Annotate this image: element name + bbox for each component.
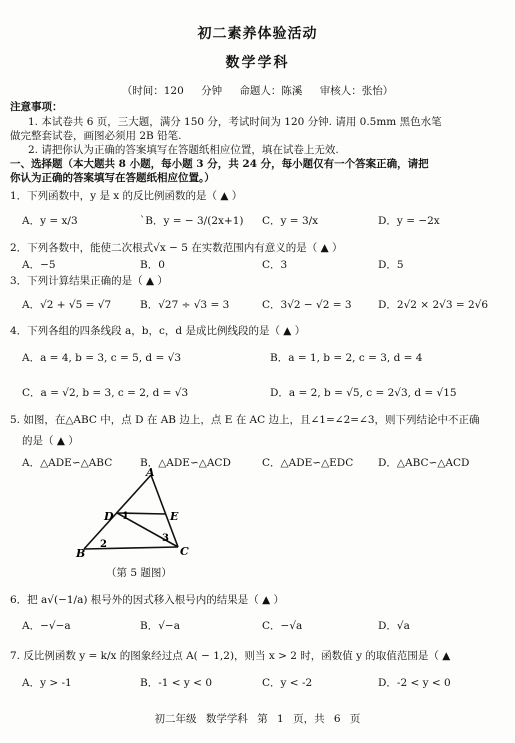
question-7-option-a: A．y > -1 <box>22 677 72 689</box>
question-4-option-c: C．a = √2, b = 3, c = 2, d = √3 <box>22 387 189 399</box>
question-6-option-a: A．−√−a <box>22 620 71 632</box>
label-c: C <box>180 545 189 558</box>
question-5-figure-caption: （第 5 题图） <box>106 567 172 579</box>
section-heading-line-1: 一、选择题（本大题共 8 小题，每小题 3 分，共 24 分，每小题仅有一个答案正确，请把 <box>10 158 429 170</box>
question-3-option-c: C．3√2 − √2 = 3 <box>262 299 352 311</box>
label-e: E <box>170 510 179 523</box>
question-5-option-b: B．△ADE∽△ACD <box>140 457 231 469</box>
question-2-option-d: D．5 <box>378 259 404 271</box>
question-1-option-a: A．y = x/3 <box>22 215 78 227</box>
question-4-option-a: A．a = 4, b = 3, c = 5, d = √3 <box>22 352 181 364</box>
question-5-figure <box>70 466 210 561</box>
question-7-option-b: B．-1 < y < 0 <box>140 677 213 689</box>
side-ab <box>84 475 151 549</box>
question-1-stem: 1．下列函数中，y 是 x 的反比例函数的是（ ▲ ） <box>10 190 243 202</box>
question-5-option-c: C．△ADE∽△EDC <box>262 457 354 469</box>
label-b: B <box>76 547 86 560</box>
label-d: D <box>104 510 114 523</box>
angle-label-1: 1 <box>122 511 129 522</box>
question-4-stem: 4．下列各组的四条线段 a，b，c，d 是成比例线段的是（ ▲ ） <box>10 325 306 337</box>
question-2-option-a: A．−5 <box>22 259 56 271</box>
exam-title: 初二素养体验活动 <box>197 26 318 42</box>
question-3-option-a: A．√2 + √5 = √7 <box>22 299 112 311</box>
question-1-option-d: D．y = −2x <box>378 215 440 227</box>
question-2-stem: 2．下列各数中，能使二次根式√x − 5 在实数范围内有意义的是（ ▲ ） <box>10 242 343 254</box>
question-3-option-d: D．2√2 × 2√3 = 2√6 <box>378 299 489 311</box>
section-heading-line-2: 你认为正确的答案填写在答题纸相应位置。） <box>10 172 215 184</box>
notes-line-2: 做完整套试卷，画图必须用 2B 铅笔. <box>10 130 182 142</box>
question-5-stem-line-1: 5. 如图，在△ABC 中，点 D 在 AB 边上，点 E 在 AC 边上，且∠1=∠2=∠3，则下列结论中不正确 <box>10 414 480 426</box>
label-a: A <box>146 466 155 479</box>
question-6-option-d: D．√a <box>378 620 410 632</box>
question-2-option-b: B．0 <box>140 259 165 271</box>
question-6-option-c: C．−√a <box>262 620 303 632</box>
question-7-option-c: C．y < -2 <box>262 677 313 689</box>
question-1-option-c: C．y = 3/x <box>262 215 319 227</box>
subject-title: 数学学科 <box>225 55 290 71</box>
question-4-option-b: B．a = 1, b = 2, c = 3, d = 4 <box>270 352 423 364</box>
page-footer: 初二年级 数学学科 第 1 页，共 6 页 <box>154 713 361 725</box>
question-3-option-b: B．√27 ÷ √3 = 3 <box>140 299 230 311</box>
angle-label-3: 3 <box>162 533 169 544</box>
question-7-option-d: D．-2 < y < 0 <box>378 677 451 689</box>
side-bc <box>84 547 178 549</box>
question-5-option-d: D．△ABC∽△ACD <box>378 457 470 469</box>
question-5-stem-line-2: 的是（ ▲ ） <box>22 435 79 447</box>
question-2-option-c: C．3 <box>262 259 288 271</box>
notes-heading: 注意事项： <box>10 101 63 113</box>
question-7-stem: 7. 反比例函数 y = k/x 的图象经过点 A( − 1,2)，则当 x > 2 时，函数值 y 的取值范围是（ ▲ <box>10 650 451 662</box>
exam-info: （时间：120 分钟 命题人：陈溪 审核人：张怡） <box>121 85 394 97</box>
question-6-option-b: B．√−a <box>140 620 180 632</box>
question-5-option-a: A．△ADE∽△ABC <box>22 457 113 469</box>
question-6-stem: 6．把 a√(−1/a) 根号外的因式移入根号内的结果是（ ▲ ） <box>10 594 285 606</box>
question-3-stem: 3．下列计算结果正确的是（ ▲ ） <box>10 275 168 287</box>
notes-line-1: 1. 本试卷共 6 页，三大题，满分 150 分，考试时间为 120 分钟. 请用 0.5mm 黑色水笔 <box>28 116 442 128</box>
notes-line-3: 2. 请把你认为正确的答案填写在答题纸相应位置，填在试卷上无效. <box>28 144 339 156</box>
question-4-option-d: D．a = 2, b = √5, c = 2√3, d = √15 <box>270 387 457 399</box>
question-1-option-b: `B．y = − 3/(2x+1) <box>140 215 244 227</box>
angle-label-2: 2 <box>100 539 107 550</box>
